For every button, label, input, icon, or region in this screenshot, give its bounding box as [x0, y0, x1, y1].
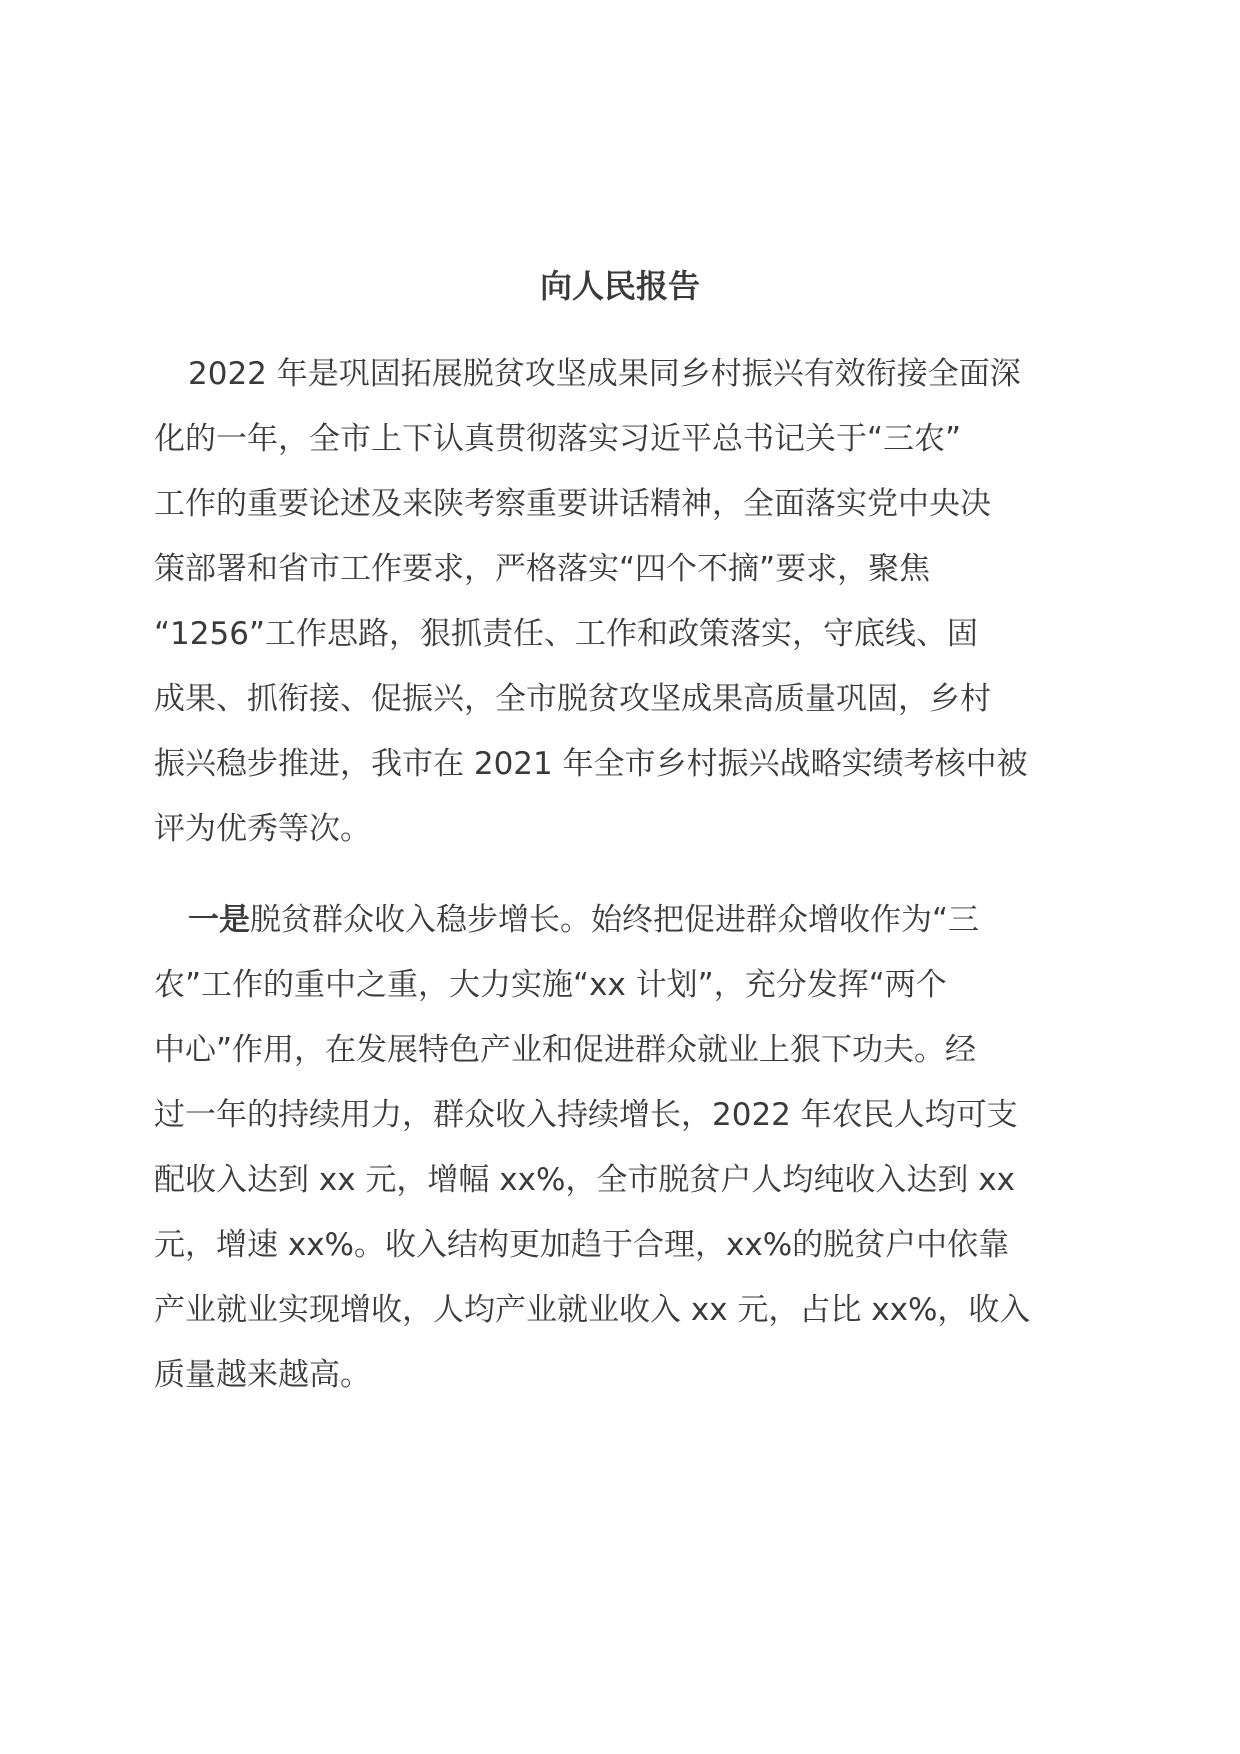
- paragraph-line: 化的一年，全市上下认真贯彻落实习近平总书记关于“三农”: [154, 421, 962, 457]
- paragraph-line: 中心”作用，在发展特色产业和促进群众就业上狠下功夫。经: [154, 1032, 977, 1068]
- paragraph-line: 2022 年是巩固拓展脱贫攻坚成果同乡村振兴有效衔接全面深: [188, 356, 1021, 392]
- paragraph-line: 工作的重要论述及来陕考察重要讲话精神，全面落实党中央决: [154, 486, 991, 522]
- paragraph-income: [154, 888, 1094, 1408]
- paragraph-lead-text: 脱贫群众收入稳步增长。始终把促进群众增收作为“三: [250, 902, 980, 938]
- paragraph-line: [154, 888, 1094, 953]
- paragraph-line: 质量越来越高。: [154, 1357, 371, 1393]
- paragraph-line: 农”工作的重中之重，大力实施“xx 计划”，充分发挥“两个: [154, 967, 947, 1003]
- paragraph-line: 过一年的持续用力，群众收入持续增长，2022 年农民人均可支: [154, 1097, 1018, 1133]
- paragraph-line: 配收入达到 xx 元，增幅 xx%，全市脱贫户人均纯收入达到 xx: [154, 1162, 1015, 1198]
- paragraph-line: 评为优秀等次。: [154, 811, 371, 847]
- paragraph-line: “1256”工作思路，狠抓责任、工作和政策落实，守底线、固: [154, 616, 979, 652]
- paragraph-lead-label: 一是: [188, 902, 250, 938]
- paragraph-intro: [154, 342, 1094, 862]
- paragraph-line: 产业就业实现增收，人均产业就业收入 xx 元，占比 xx%，收入: [154, 1292, 1031, 1328]
- paragraph-line: 策部署和省市工作要求，严格落实“四个不摘”要求，聚焦: [154, 551, 931, 587]
- paragraph-line: 振兴稳步推进，我市在 2021 年全市乡村振兴战略实绩考核中被: [154, 746, 1028, 782]
- paragraph-line: 成果、抓衔接、促振兴，全市脱贫攻坚成果高质量巩固，乡村: [154, 681, 991, 717]
- paragraph-line: 元，增速 xx%。收入结构更加趋于合理，xx%的脱贫户中依靠: [154, 1227, 1010, 1263]
- document-title: 向人民报告: [539, 267, 700, 305]
